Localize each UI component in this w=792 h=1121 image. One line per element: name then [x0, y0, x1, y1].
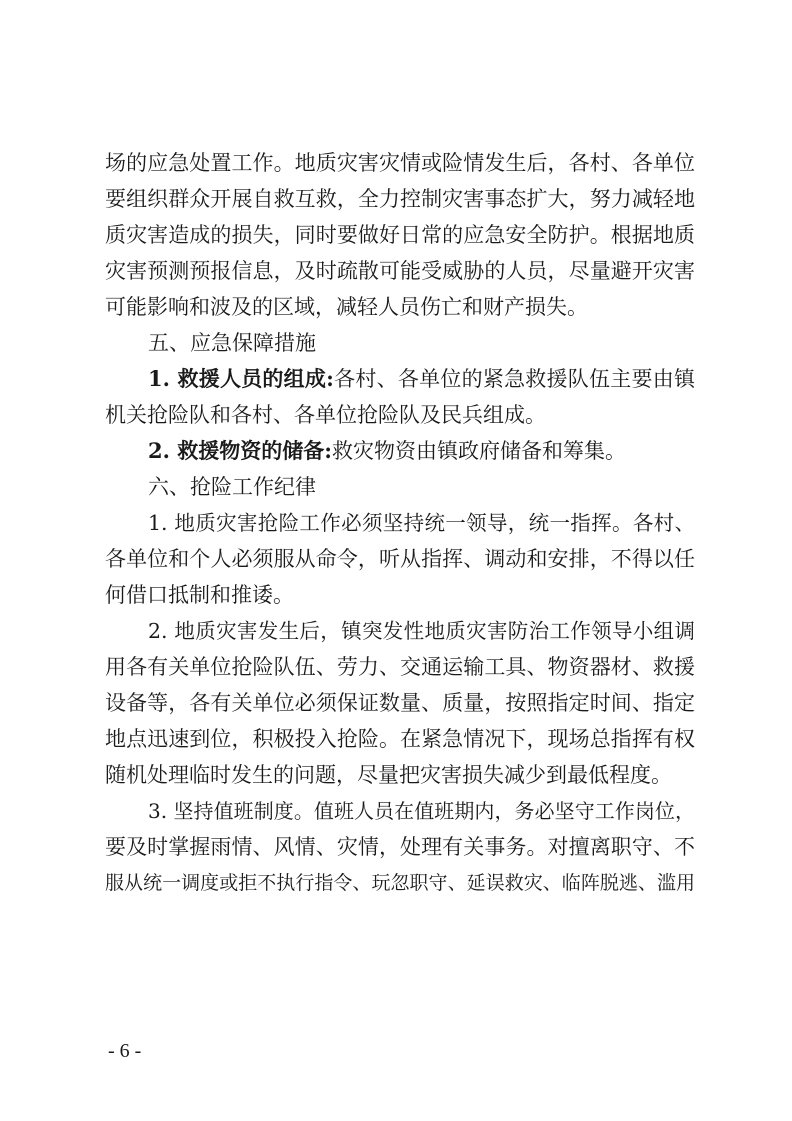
- paragraph-line: 服从统一调度或拒不执行指令、玩忽职守、延误救灾、临阵脱逃、滥用: [105, 872, 695, 894]
- paragraph-line: 设备等，各有关单位必须保证数量、质量，按照指定时间、指定: [105, 691, 695, 715]
- paragraph-line: 何借口抵制和推诿。: [105, 583, 294, 607]
- section-heading: 五、应急保障措施: [148, 331, 316, 355]
- paragraph-line: 质灾害造成的损失，同时要做好日常的应急安全防护。根据地质: [105, 223, 695, 247]
- paragraph-line: 灾害预测预报信息，及时疏散可能受威胁的人员，尽量避开灾害: [105, 259, 695, 283]
- paragraph-line: 可能影响和波及的区域，减轻人员伤亡和财产损失。: [105, 295, 588, 319]
- list-item: [148, 364, 695, 394]
- list-item: [148, 436, 695, 466]
- item-text: 各村、各单位的紧急救援队伍主要由镇: [333, 367, 695, 391]
- paragraph-line: 3. 坚持值班制度。值班人员在值班期内，务必坚守工作岗位，: [148, 799, 695, 823]
- paragraph-line: 要及时掌握雨情、风情、灾情，处理有关事务。对擅离职守、不: [105, 835, 695, 859]
- page-number: - 6 -: [108, 1040, 142, 1062]
- paragraph-line: 各单位和个人必须服从命令，听从指挥、调动和安排，不得以任: [105, 547, 695, 571]
- item-label: 2. 救援物资的储备:: [148, 438, 332, 463]
- paragraph-line: 地点迅速到位，积极投入抢险。在紧急情况下，现场总指挥有权: [105, 727, 695, 751]
- paragraph-line: 用各有关单位抢险队伍、劳力、交通运输工具、物资器材、救援: [105, 655, 695, 679]
- section-heading: 六、抢险工作纪律: [148, 475, 316, 499]
- paragraph-line: 2. 地质灾害发生后，镇突发性地质灾害防治工作领导小组调: [148, 619, 695, 643]
- paragraph-line: 1. 地质灾害抢险工作必须坚持统一领导，统一指挥。各村、: [148, 511, 695, 535]
- item-label: 1. 救援人员的组成:: [148, 366, 334, 391]
- paragraph-line: 机关抢险队和各村、各单位抢险队及民兵组成。: [105, 403, 546, 427]
- paragraph-line: 要组织群众开展自救互救，全力控制灾害事态扩大，努力减轻地: [105, 187, 695, 211]
- paragraph-line: 随机处理临时发生的问题，尽量把灾害损失减少到最低程度。: [105, 763, 672, 787]
- item-text: 救灾物资由镇政府储备和筹集。: [332, 439, 626, 463]
- paragraph-line: 场的应急处置工作。地质灾害灾情或险情发生后，各村、各单位: [105, 151, 695, 175]
